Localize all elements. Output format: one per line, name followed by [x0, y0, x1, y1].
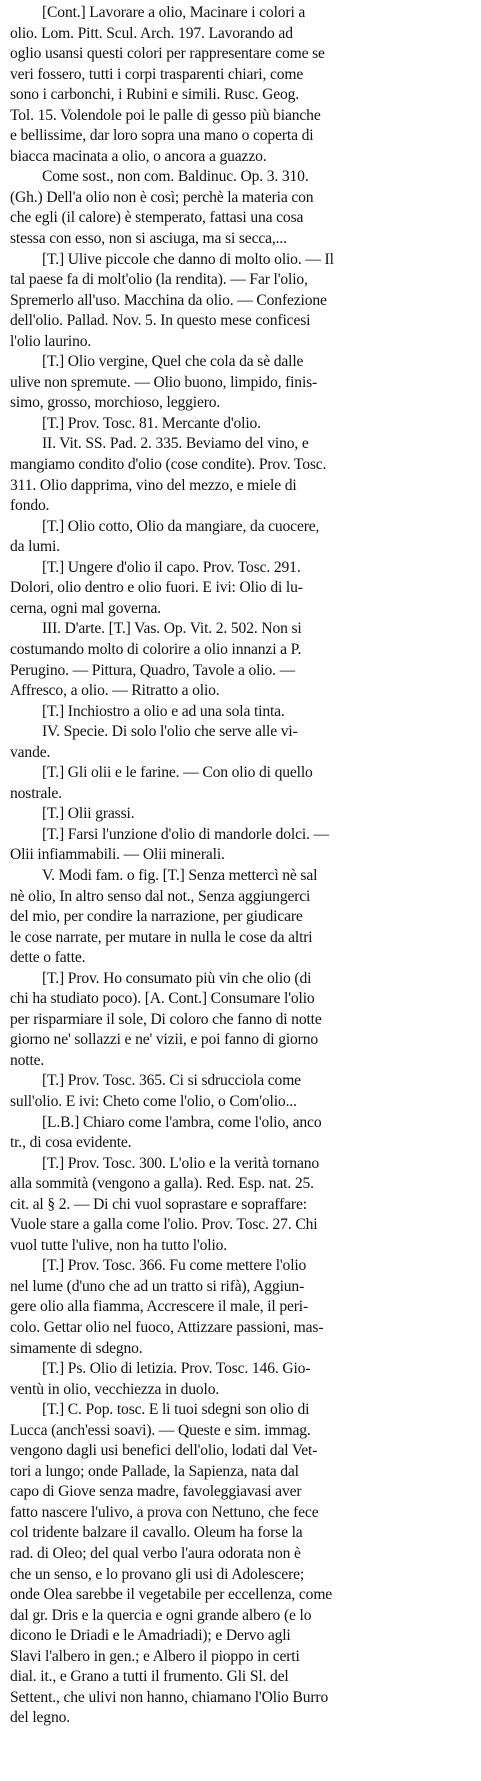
text-line: [T.] Prov. Tosc. 81. Mercante d'olio. — [42, 414, 261, 432]
text-line: [T.] Prov. Ho consumato più vin che olio (di — [42, 969, 312, 987]
text-line: da lumi. — [10, 538, 60, 556]
text-line: ulive non spremute. — Olio buono, limpido, finis- — [10, 373, 318, 391]
text-line: vengono dagli usi benefici dell'olio, lodati dal Vet- — [10, 1442, 318, 1460]
text-line: simamente di sdegno. — [10, 1339, 143, 1357]
text-line: rad. di Oleo; del qual verbo l'aura odorata non è — [10, 1545, 301, 1563]
text-line: sono i carbonchi, i Rubini e simili. Rusc. Geog. — [10, 86, 300, 104]
text-line: e bellissime, dar loro sopra una mano o coperta di — [10, 127, 314, 145]
text-line: Slavi l'albero in gen.; e Albero il pioppo in certi — [10, 1647, 300, 1665]
text-line: del legno. — [10, 1709, 70, 1727]
text-line: [T.] Prov. Tosc. 366. Fu come mettere l'olio — [42, 1257, 307, 1275]
text-line: costumando molto di colorire a olio innanzi a P. — [10, 640, 302, 658]
text-line: 311. Olio dapprima, vino del mezzo, e miele di — [10, 476, 297, 494]
text-line: Affresco, a olio. — Ritratto a olio. — [10, 682, 220, 700]
text-line: [T.] Olii grassi. — [42, 805, 135, 823]
text-line: alla sommità (vengono a galla). Red. Esp. nat. 25. — [10, 1175, 314, 1193]
text-line: Lucca (anch'essi soavi). — Queste e sim. immag. — [10, 1421, 311, 1439]
text-line: cit. al § 2. — Di chi vuol soprastare e sopraffare: — [10, 1195, 307, 1213]
text-line: colo. Gettar olio nel fuoco, Attizzare passioni, mas- — [10, 1319, 324, 1336]
text-line: IV. Specie. Di solo l'olio che serve alle vi- — [42, 723, 298, 741]
text-line: col tridente balzare il cavallo. Oleum ha forse la — [10, 1524, 303, 1542]
text-line: nostrale. — [10, 784, 62, 802]
text-line: l'olio laurino. — [10, 332, 92, 350]
text-line: capo di Giove senza madre, favoleggiavasi aver — [10, 1483, 302, 1501]
text-line: tr., di cosa evidente. — [10, 1134, 132, 1152]
text-line: mangiamo condito d'olio (cose condite). Prov. Tosc. — [10, 456, 327, 474]
text-line: Vuole stare a galla come l'olio. Prov. Tosc. 27. Chi — [10, 1216, 318, 1234]
text-line: Come sost., non com. Baldinuc. Op. 3. 310. — [42, 168, 309, 186]
text-line: [T.] Olio cotto, Olio da mangiare, da cuocere, — [42, 517, 320, 535]
text-line: III. D'arte. [T.] Vas. Op. Vit. 2. 502. Non si — [42, 620, 302, 638]
text-line: [T.] C. Pop. tosc. E li tuoi sdegni son olio di — [42, 1401, 310, 1419]
text-line: giorno ne' sollazzi e ne' vizii, e poi fanno di giorno — [10, 1031, 319, 1049]
text-line: nè olio, In altro senso dal not., Senza aggiungerci — [10, 887, 311, 905]
text-line: Tol. 15. Volendole poi le palle di gesso più bianche — [10, 106, 321, 124]
text-line: [T.] Prov. Tosc. 365. Ci si sdrucciola come — [42, 1072, 301, 1090]
text-line: II. Vit. SS. Pad. 2. 335. Beviamo del vino, e — [42, 435, 309, 453]
text-line: cerna, ogni mal governa. — [10, 599, 161, 617]
text-line: [T.] Prov. Tosc. 300. L'olio e la verità tornano — [42, 1154, 320, 1172]
text-line: fondo. — [10, 497, 50, 515]
text-line: dicono le Driadi e le Amadriadi); e Dervo agli — [10, 1627, 291, 1645]
text-line: dial. it., e Grano a tutti il frumento. Gli Sl. del — [10, 1668, 289, 1686]
text-line: tal paese fa di molt'olio (la rendita). — Far l'olio, — [10, 271, 308, 289]
text-line: vuol tutte l'ulive, non ha tutto l'olio. — [10, 1236, 228, 1254]
text-line: Olii infiammabili. — Olii minerali. — [10, 846, 225, 864]
text-line: chi ha studiato poco). [A. Cont.] Consumare l'olio — [10, 990, 315, 1008]
text-line: per risparmiare il sole, Di coloro che fanno di notte — [10, 1010, 322, 1028]
text-line: dette o fatte. — [10, 949, 86, 967]
text-line: che un senso, e lo provano gli usi di Adolescere; — [10, 1565, 305, 1583]
text-line: le cose narrate, per mutare in nulla le cose da altri — [10, 928, 313, 946]
text-line: sull'olio. E ivi: Cheto come l'olio, o Com'olio... — [10, 1092, 297, 1110]
text-line: [T.] Farsi l'unzione d'olio di mandorle dolci. — — [42, 825, 329, 843]
text-line: [T.] Ungere d'olio il capo. Prov. Tosc. 291. — [42, 558, 301, 576]
text-line: vande. — [10, 743, 51, 761]
text-line: [T.] Gli olii e le farine. — Con olio di quello — [42, 764, 313, 782]
text-line: [T.] Olio vergine, Quel che cola da sè dalle — [42, 353, 304, 371]
text-line: fatto nascere l'ulivo, a prova con Nettuno, che fece — [10, 1503, 319, 1521]
text-line: V. Modi fam. o fig. [T.] Senza mettercì nè sal — [42, 866, 318, 884]
text-line: del mio, per condire la narrazione, per giudicare — [10, 908, 303, 926]
text-line: gere olio alla fiamma, Accrescere il male, il peri- — [10, 1298, 309, 1316]
text-line: olio. Lom. Pitt. Scul. Arch. 197. Lavorando ad — [10, 24, 293, 42]
text-line: Spremerlo all'uso. Macchina da olio. — Confezione — [10, 291, 327, 309]
text-line: stessa con esso, non si asciuga, ma si secca,... — [10, 230, 287, 248]
text-line: Perugino. — Pittura, Quadro, Tavole a olio. — — [10, 661, 296, 679]
text-line: dell'olio. Pallad. Nov. 5. In questo mese conficesi — [10, 312, 311, 330]
text-line: veri fossero, tutti i corpi trasparenti chiari, come — [10, 65, 304, 83]
text-line: [T.] Ps. Olio di letizia. Prov. Tosc. 146. Gio- — [42, 1360, 311, 1378]
text-line: Settent., che ulivi non hanno, chiamano l'Olio Burro — [10, 1688, 329, 1706]
text-line: onde Olea sarebbe il vegetabile per eccellenza, come — [10, 1586, 333, 1604]
text-line: (Gh.) Dell'a olio non è così; perchè la materia con — [10, 188, 314, 206]
text-line: tori a lungo; onde Pallade, la Sapienza, nata dal — [10, 1462, 299, 1480]
text-line: notte. — [10, 1051, 45, 1069]
text-line: che egli (il calore) è stemperato, fattasi una cosa — [10, 209, 304, 227]
text-line: ventù in olio, vecchiezza in duolo. — [10, 1380, 220, 1398]
text-line: [L.B.] Chiaro come l'ambra, come l'olio, anco — [42, 1113, 322, 1131]
text-line: [T.] Inchiostro a olio e ad una sola tinta. — [42, 702, 285, 720]
text-line: simo, grosso, morchioso, leggiero. — [10, 394, 221, 412]
text-line: biacca macinata a olio, o ancora a guazzo. — [10, 147, 267, 165]
text-line: oglio usansi questi colori per rappresentare come se — [10, 45, 325, 63]
text-line: [Cont.] Lavorare a olio, Macinare i colori a — [42, 4, 306, 21]
text-line: Dolori, olio dentro e olio fuori. E ivi: Olio di lu- — [10, 579, 303, 597]
text-line: dal gr. Dris e la quercia e ogni grande albero (e lo — [10, 1606, 312, 1624]
text-line: nel lume (d'uno che ad un tratto si rifà), Aggiun- — [10, 1277, 305, 1295]
text-line: [T.] Ulive piccole che danno di molto olio. — Il — [42, 250, 334, 268]
